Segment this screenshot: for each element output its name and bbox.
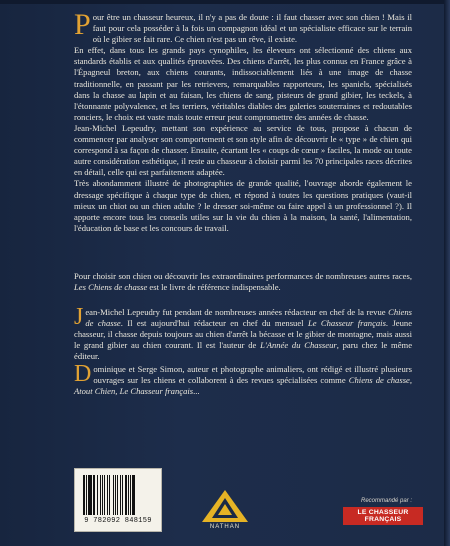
blurb-text (74, 8, 412, 234)
blurb-paragraph-4: Très abondamment illustré de photographies de grande qualité, l'ouvrage aborde également le dressage spécifique à chaque type de chien, et répond à toutes les questions pratiques (vaut-il mieux un chiot ou un chien adulte ? le dresser soi-même ou faire appel à un professionnel ?). Il apporte encore tous les conseils utiles sur la vie du chien à la maison, la santé, l'alimentation, l'éducation de base et les concours de travail. (74, 178, 412, 233)
closing-paragraph: Pour choisir son chien ou découvrir les extraordinaires performances de nombreuses autres races, Les Chiens de chasse est le livre de référence indispensable. (74, 271, 412, 293)
nathan-logo-icon (198, 488, 252, 524)
drop-cap: J (74, 304, 84, 330)
book-title: Les Chiens de chasse (74, 282, 148, 293)
barcode-number: 9 782092 848159 (84, 517, 152, 525)
author-bio: Jean-Michel Lepeudry fut pendant de nombreuses années rédacteur en chef de la revue Chiens de chasse. Il est aujourd'hui rédacteur en chef du mensuel Le Chasseur français. Jeune chasseur, il chasse depuis toujours au chien d'arrêt la bécasse et le gibier de montagne, mais aussi le grand gibier au chien courant. Il est l'auteur de L'Année du Chasseur, paru chez le même éditeur. (74, 304, 413, 362)
barcode-bars (83, 475, 153, 515)
isbn-barcode (74, 468, 162, 532)
barcode-gap (135, 475, 136, 515)
photographers-bio: Dominique et Serge Simon, auteur et photographe animaliers, ont rédigé et illustré plusieurs ouvrages sur les chiens et collaborent à des revues spécialisées comme Chiens de chasse, Atout Chien, Le Chasseur français... (74, 361, 413, 397)
blurb-paragraph-2: En effet, dans tous les grands pays cynophiles, les éleveurs ont sélectionné des chiens aux standards établis et aux qualités éprouvées. Des chiens d'arrêt, les plus connus en France grâce à l'Épagneul breton, aux chiens courants, indissociablement liés à une image de chasse traditionnelle, en passant par les retrievers, remarquables rapporteurs, les spaniels, spécialisés dans la chasse au lapin et au faisan, les chiens de sang, pisteurs de grand gibier, les teckels, à l'étonnante polyvalence, et les terriers, véritables diables des galeries souterraines et redoutables ronciers, le choix est vaste mais toute erreur peut compromettre des années de chasse. (74, 45, 412, 122)
drop-cap: P (74, 8, 91, 41)
blurb-paragraph-3: Jean-Michel Lepeudry, mettant son expérience au service de tous, propose à chacun de commencer par analyser son comportement et son style afin de découvrir le « type » de chien qui correspond à sa façon de chasser. Ensuite, écartant les « coups de cœur » faciles, la mode ou toute autre considération esthétique, il reste au chasseur à choisir parmi les 70 principales races décrites en détail, celle qui est parfaitement adaptée. (74, 122, 412, 178)
cover-spine-edge (444, 0, 450, 546)
blurb-paragraph-1: Pour être un chasseur heureux, il n'y a pas de doute : il faut chasser avec son chien ! Mais il faut pour cela posséder à la fois un compagnon idéal et un spécialiste efficace sur le terrain où le gibier se fait rare. Ce chien n'est pas un rêve, il existe. (74, 8, 412, 45)
cover-top-edge (0, 0, 450, 4)
drop-cap: D (74, 361, 92, 387)
publisher-logo (198, 488, 252, 536)
recommendation-label: Recommandé par : (361, 498, 413, 504)
publisher-name: NATHAN (209, 524, 241, 530)
magazine-logo: LE CHASSEUR FRANÇAIS (343, 507, 423, 525)
recommendation-badge (343, 498, 423, 525)
